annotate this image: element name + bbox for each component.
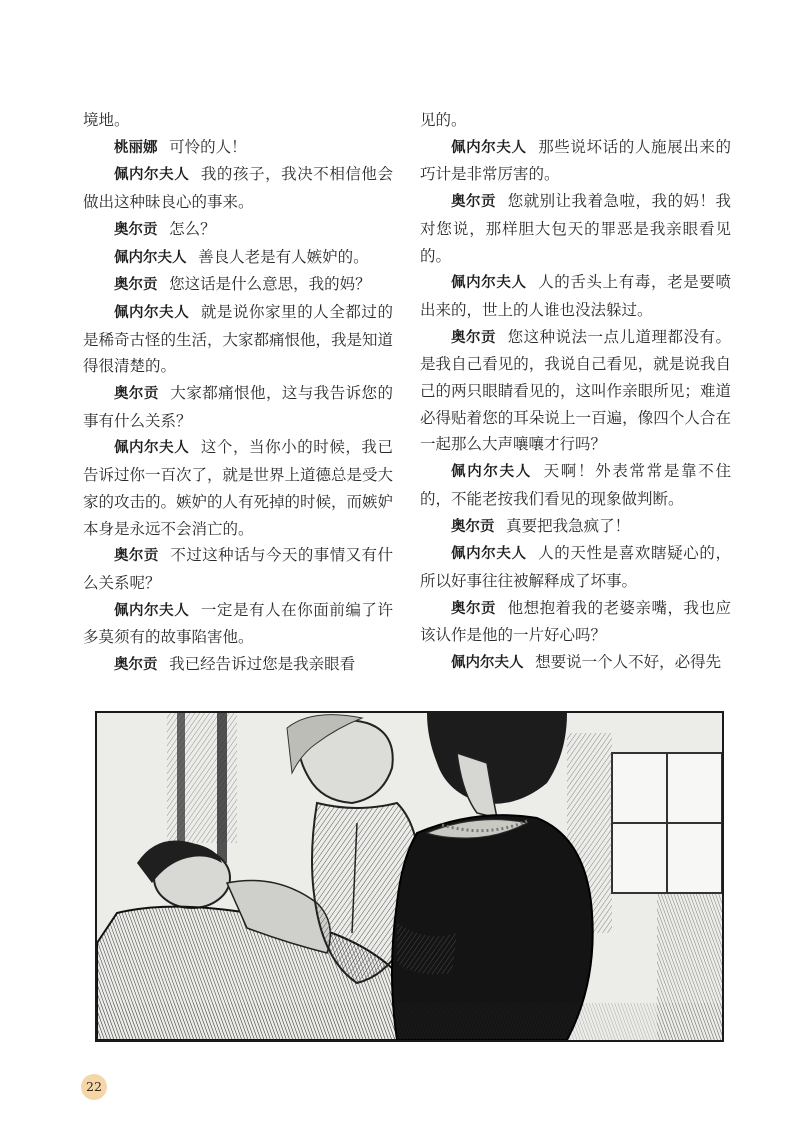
dialogue-text: 您就别让我着急啦，我的妈！我对您说，那样胆大包天的罪恶是我亲眼看见的。	[420, 192, 731, 265]
dialogue-text: 善良人老是有人嫉妒的。	[198, 247, 369, 266]
dialogue-text: 境地。	[83, 111, 130, 129]
dialogue-line	[420, 324, 731, 459]
dialogue-text: 见的。	[420, 111, 467, 129]
speaker-name: 佩内尔夫人	[114, 304, 190, 321]
speaker-name: 奥尔贡	[114, 386, 159, 403]
speaker-name: 奥尔贡	[451, 194, 496, 211]
speaker-name: 奥尔贡	[114, 221, 158, 238]
dialogue-line	[420, 540, 731, 594]
speaker-name: 佩内尔夫人	[114, 440, 190, 457]
dialogue-line	[83, 434, 393, 542]
speaker-name: 奥尔贡	[451, 329, 496, 346]
dialogue-line	[420, 269, 731, 323]
dialogue-text: 我已经告诉过您是我亲眼看	[169, 655, 356, 674]
speaker-name: 佩内尔夫人	[114, 249, 187, 266]
speaker-name: 奥尔贡	[114, 657, 158, 674]
dialogue-text: 可怜的人！	[169, 137, 247, 156]
dialogue-text: 人的天性是喜欢瞎疑心的，所以好事往往被解释成了坏事。	[420, 544, 731, 590]
dialogue-line	[420, 649, 731, 677]
speaker-name: 佩内尔夫人	[114, 167, 190, 184]
dialogue-text: 就是说你家里的人全都过的是稀奇古怪的生活，大家都痛恨他，我是知道得很清楚的。	[83, 302, 394, 376]
dialogue-text: 怎么？	[169, 219, 216, 238]
speaker-name: 佩内尔夫人	[451, 464, 532, 481]
dialogue-text: 一定是有人在你面前编了许多莫须有的故事陷害他。	[83, 600, 393, 647]
illustration	[95, 711, 724, 1042]
text-column-right	[420, 107, 731, 677]
speaker-name: 佩内尔夫人	[451, 275, 527, 292]
dialogue-text: 人的舌头上有毒，老是要喷出来的，世上的人谁也没法躲过。	[420, 273, 731, 319]
dialogue-text: 那些说坏话的人施展出来的巧计是非常厉害的。	[420, 137, 731, 184]
dialogue-line	[83, 380, 393, 434]
speaker-name: 奥尔贡	[451, 518, 495, 535]
dialogue-text: 您这种说法一点儿道理都没有。是我自己看见的，我说自己看见，就是说我自己的两只眼睛看见的，这叫作亲眼所见；难道必得贴着您的耳朵说上一百遍，像四个人合在一起那么大声嚷嚷才行吗？	[420, 327, 731, 454]
dialogue-line	[83, 107, 393, 134]
dialogue-line	[83, 651, 393, 679]
dialogue-text: 大家都痛恨他，这与我告诉您的事有什么关系？	[83, 384, 393, 430]
dialogue-line	[420, 107, 731, 134]
dialogue-line	[83, 299, 393, 380]
dialogue-text: 他想抱着我的老婆亲嘴，我也应该认作是他的一片好心吗？	[420, 598, 731, 645]
speaker-name: 佩内尔夫人	[451, 655, 524, 672]
dialogue-line	[83, 542, 393, 596]
dialogue-line	[420, 595, 731, 649]
dialogue-line	[420, 513, 731, 541]
speaker-name: 奥尔贡	[114, 277, 158, 294]
dialogue-line	[83, 271, 393, 299]
speaker-name: 佩内尔夫人	[451, 546, 527, 563]
dialogue-line	[83, 597, 393, 651]
dialogue-text: 我的孩子，我决不相信他会做出这种昧良心的事来。	[83, 165, 393, 212]
illustration-drawing	[97, 713, 722, 1040]
dialogue-text: 想要说一个人不好，必得先	[535, 653, 722, 672]
dialogue-text: 您这话是什么意思，我的妈？	[169, 275, 371, 294]
speaker-name: 奥尔贡	[451, 600, 496, 617]
speaker-name: 奥尔贡	[114, 548, 159, 565]
dialogue-line	[420, 458, 731, 512]
dialogue-text: 这个，当你小的时候，我已告诉过你一百次了，就是世界上道德总是受大家的攻击的。嫉妒的人有死掉的时候，而嫉妒本身是永远不会消亡的。	[83, 438, 394, 538]
speaker-name: 佩内尔夫人	[114, 602, 190, 619]
dialogue-text: 不过这种话与今天的事情又有什么关系呢？	[83, 546, 393, 592]
dialogue-text: 真要把我急疯了！	[506, 516, 631, 535]
dialogue-line	[420, 134, 731, 188]
text-column-left	[83, 107, 393, 679]
dialogue-line	[83, 134, 393, 162]
dialogue-line	[83, 244, 393, 272]
dialogue-line	[83, 216, 393, 244]
speaker-name: 佩内尔夫人	[451, 139, 527, 156]
dialogue-text: 天啊！外表常常是靠不住的，不能老按我们看见的现象做判断。	[420, 462, 731, 508]
page-number: 22	[81, 1074, 107, 1100]
speaker-name: 桃丽娜	[114, 139, 158, 156]
dialogue-line	[83, 161, 393, 215]
dialogue-line	[420, 188, 731, 269]
